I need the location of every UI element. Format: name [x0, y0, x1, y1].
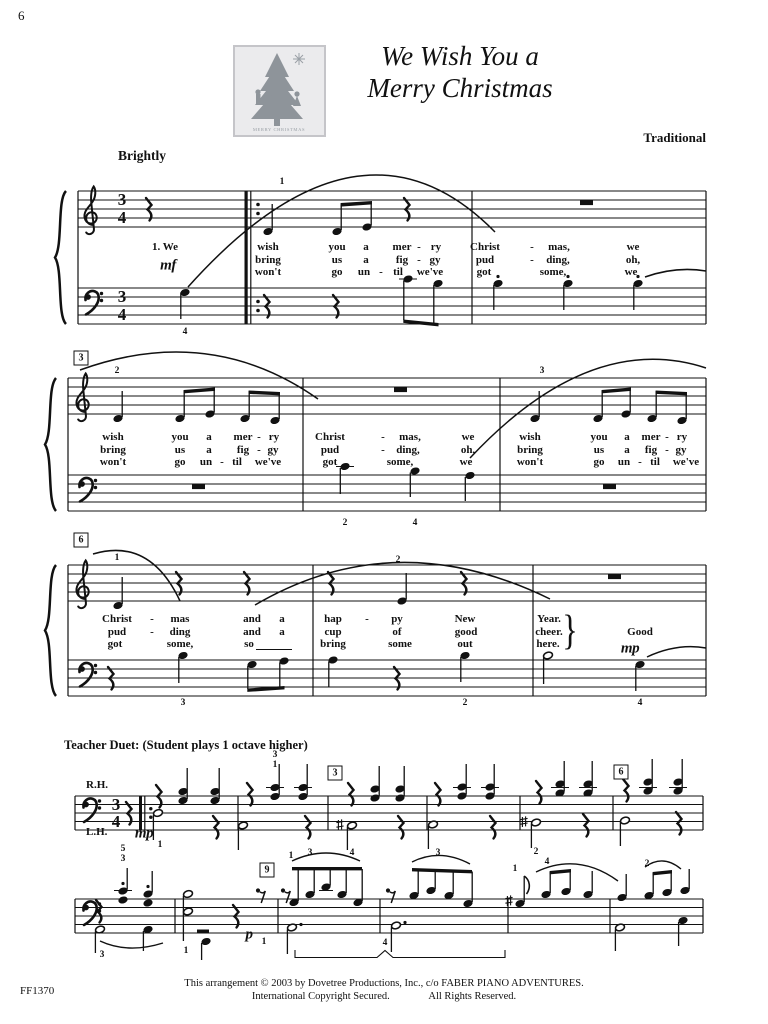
lyric-syllable: a: [624, 431, 630, 443]
time-signature-digit: 3: [117, 190, 127, 209]
lyric-hyphen: -: [220, 456, 224, 468]
lyric-syllable: gy: [675, 444, 687, 456]
title-line-1: We Wish You a: [381, 41, 539, 71]
lyric-syllable: 1. We: [151, 241, 179, 253]
composer-attribution: Traditional: [643, 130, 706, 145]
lyric-syllable: us: [331, 254, 343, 266]
fingering-number: 2: [342, 518, 348, 528]
lyric-syllable: pud: [475, 254, 495, 266]
fingering-number: 1: [288, 851, 294, 861]
fingering-number: 2: [462, 698, 468, 708]
lyric-syllable: un: [199, 456, 213, 468]
lyric-syllable: we've: [416, 266, 444, 278]
lyric-syllable: we've: [672, 456, 700, 468]
lyric-syllable: fig: [236, 444, 250, 456]
fingering-number: 3: [539, 366, 545, 376]
lyric-syllable: some,: [386, 456, 414, 468]
lyric-syllable: pud: [107, 626, 127, 638]
copyright-line: This arrangement © 2003 by Dovetree Productions, Inc., c/o FABER PIANO ADVENTURES.: [184, 978, 584, 989]
lyric-syllable: cup: [324, 626, 342, 638]
lyric-syllable: mer: [392, 241, 412, 253]
time-signature-digit: 4: [111, 812, 121, 831]
lyric-syllable: a: [624, 444, 630, 456]
lyric-hyphen: -: [381, 431, 385, 443]
lyric-syllable: Good: [627, 626, 653, 638]
lyric-syllable: a: [363, 254, 369, 266]
whole-rest: [580, 201, 593, 206]
lyric-syllable: and: [243, 613, 261, 625]
fingering-number: 2: [533, 847, 539, 857]
lyric-syllable: un: [617, 456, 631, 468]
measure-number-box: 6: [74, 533, 89, 548]
lyric-syllable: til: [393, 266, 403, 278]
lyric-syllable: py: [391, 613, 403, 625]
lyric-syllable: you: [328, 241, 346, 253]
fingering-number: 1: [114, 553, 120, 563]
lyric-syllable: mas,: [548, 241, 570, 253]
fingering-number: 1: [261, 937, 267, 947]
lyric-syllable: us: [174, 444, 186, 456]
lyric-syllable: a: [279, 626, 285, 638]
fingering-number: 1: [157, 840, 163, 850]
lyric-syllable: some: [388, 638, 412, 650]
fingering-number: 5: [120, 844, 126, 854]
lyric-syllable: mas: [170, 613, 190, 625]
teacher-duet-staff-2: [75, 853, 703, 960]
brace: [45, 565, 56, 696]
lyric-syllable: cheer.: [535, 626, 563, 638]
lyric-syllable: some,: [166, 638, 194, 650]
lyric-syllable: a: [206, 444, 212, 456]
fingering-number: 4: [412, 518, 418, 528]
lyric-syllable: go: [331, 266, 343, 278]
lyric-syllable: we've: [254, 456, 282, 468]
fingering-number: 3: [180, 698, 186, 708]
fingering-number: 4: [637, 698, 643, 708]
lyric-syllable: go: [593, 456, 605, 468]
lyric-syllable: ry: [676, 431, 688, 443]
measure-number-box: 3: [74, 351, 89, 366]
lyric-syllable: got: [476, 266, 492, 278]
fingering-number: 3: [120, 854, 126, 864]
lyric-syllable: you: [171, 431, 189, 443]
dynamic-marking: mf: [160, 257, 176, 274]
fingering-number: 3: [272, 750, 278, 760]
lyric-syllable: mer: [233, 431, 253, 443]
lyric-syllable: won't: [99, 456, 127, 468]
fingering-number: 1: [272, 760, 278, 770]
lyric-syllable: you: [590, 431, 608, 443]
lyric-syllable: got: [107, 638, 123, 650]
page-number: 6: [18, 8, 25, 23]
brace: [45, 378, 56, 511]
lyric-syllable: of: [392, 626, 402, 638]
lyric-syllable: we: [461, 431, 475, 443]
measure-number-box: 6: [614, 765, 629, 780]
lyric-hyphen: -: [150, 626, 154, 638]
lyric-syllable: til: [650, 456, 660, 468]
lyric-syllable: oh,: [460, 444, 476, 456]
lyric-syllable: til: [232, 456, 242, 468]
lyric-syllable: Year.: [537, 613, 561, 625]
lyric-syllable: oh,: [625, 254, 641, 266]
lyric-syllable: gy: [267, 444, 279, 456]
copyright-secured: International Copyright Secured.: [251, 991, 390, 1002]
left-hand-label: L.H.: [86, 826, 108, 838]
dynamic-marking: p: [245, 926, 253, 943]
phrase-slur: [100, 853, 681, 948]
lyric-hyphen: -: [665, 431, 669, 443]
time-signature-digit: 3: [117, 287, 127, 306]
catalog-number: FF1370: [20, 985, 55, 997]
fingering-number: 4: [544, 857, 550, 867]
fingering-number: 1: [183, 946, 189, 956]
lyric-hyphen: -: [150, 613, 154, 625]
lyric-syllable: Christ: [470, 241, 500, 253]
lyric-syllable: we: [626, 241, 640, 253]
time-signature-digit: 4: [117, 208, 127, 227]
lyric-hyphen: -: [257, 431, 261, 443]
lyric-syllable: ry: [430, 241, 442, 253]
lyric-syllable: ry: [268, 431, 280, 443]
lyric-hyphen: -: [530, 241, 534, 253]
dynamic-marking: mp: [134, 825, 154, 842]
lyric-syllable: we: [624, 266, 638, 278]
lyric-syllable: so: [244, 638, 254, 650]
fingering-number: 1: [512, 864, 518, 874]
lyric-syllable: wish: [257, 241, 279, 253]
lyric-syllable: bring: [517, 444, 543, 456]
title-line-2: Merry Christmas: [367, 73, 553, 103]
fingering-number: 2: [644, 859, 650, 869]
lyric-hyphen: -: [379, 266, 383, 278]
lyric-syllable: won't: [516, 456, 544, 468]
lyric-syllable: out: [457, 638, 473, 650]
right-hand-label: R.H.: [86, 779, 108, 791]
measure-number-box: 9: [260, 863, 275, 878]
lyric-syllable: good: [454, 626, 478, 638]
lyric-syllable: ding,: [396, 444, 420, 456]
fingering-number: 3: [99, 950, 105, 960]
lyric-syllable: a: [363, 241, 369, 253]
lyric-syllable: wish: [519, 431, 541, 443]
lyric-hyphen: -: [417, 241, 421, 253]
lyric-syllable: we: [459, 456, 473, 468]
lyric-hyphen: -: [530, 254, 534, 266]
fingering-number: 1: [279, 177, 285, 187]
fingering-number: 3: [307, 848, 313, 858]
lyric-hyphen: -: [638, 456, 642, 468]
system-3: [45, 550, 706, 696]
lyric-hyphen: -: [665, 444, 669, 456]
lyric-syllable: fig: [644, 444, 658, 456]
tempo-marking: Brightly: [118, 148, 167, 163]
fingering-number: 2: [114, 366, 120, 376]
time-signature-digit: 3: [111, 795, 121, 814]
lyric-syllable: go: [174, 456, 186, 468]
rights-line: [0, 991, 768, 1002]
logo-caption: MERRY CHRISTMAS: [252, 127, 306, 132]
lyric-syllable: got: [322, 456, 338, 468]
lyric-hyphen: -: [417, 254, 421, 266]
dynamic-marking: mp: [620, 640, 640, 657]
lyric-syllable: un: [357, 266, 371, 278]
brace: [55, 191, 66, 324]
fingering-number: 4: [182, 327, 188, 337]
fingering-number: 4: [382, 938, 388, 948]
lyric-syllable: bring: [255, 254, 281, 266]
lyric-hyphen: -: [365, 613, 369, 625]
fingering-number: 2: [395, 555, 401, 565]
lyric-syllable: a: [206, 431, 212, 443]
lyric-hyphen: -: [257, 444, 261, 456]
lyric-hyphen: -: [381, 444, 385, 456]
lyric-syllable: Christ: [102, 613, 132, 625]
lyric-syllable: fig: [395, 254, 409, 266]
lyric-syllable: a: [279, 613, 285, 625]
fingering-number: 3: [435, 848, 441, 858]
lyric-syllable: New: [454, 613, 476, 625]
lyric-syllable: Christ: [315, 431, 345, 443]
lyric-syllable: hap: [324, 613, 342, 625]
lyric-syllable: won't: [254, 266, 282, 278]
lyric-syllable: us: [593, 444, 605, 456]
lyric-syllable: wish: [102, 431, 124, 443]
time-signature-digit: 4: [117, 305, 127, 324]
lyric-syllable: ding,: [546, 254, 570, 266]
lyric-syllable: mer: [641, 431, 661, 443]
verse-end-brace: }: [562, 607, 578, 655]
teacher-duet-staff-1: [75, 759, 703, 850]
lyric-syllable: bring: [320, 638, 346, 650]
rights-reserved: All Rights Reserved.: [428, 991, 517, 1002]
teacher-duet-heading: Teacher Duet: (Student plays 1 octave higher): [64, 738, 308, 752]
lyric-syllable: mas,: [399, 431, 421, 443]
lyric-syllable: gy: [429, 254, 441, 266]
lyric-syllable: pud: [320, 444, 340, 456]
lyric-syllable: ding: [169, 626, 191, 638]
fingering-number: 4: [349, 848, 355, 858]
lyric-syllable: and: [243, 626, 261, 638]
octave-bracket: [295, 950, 505, 958]
lyric-syllable: here.: [536, 638, 560, 650]
lyric-syllable: some,: [539, 266, 567, 278]
measure-number-box: 3: [328, 766, 343, 781]
lyric-syllable: bring: [100, 444, 126, 456]
